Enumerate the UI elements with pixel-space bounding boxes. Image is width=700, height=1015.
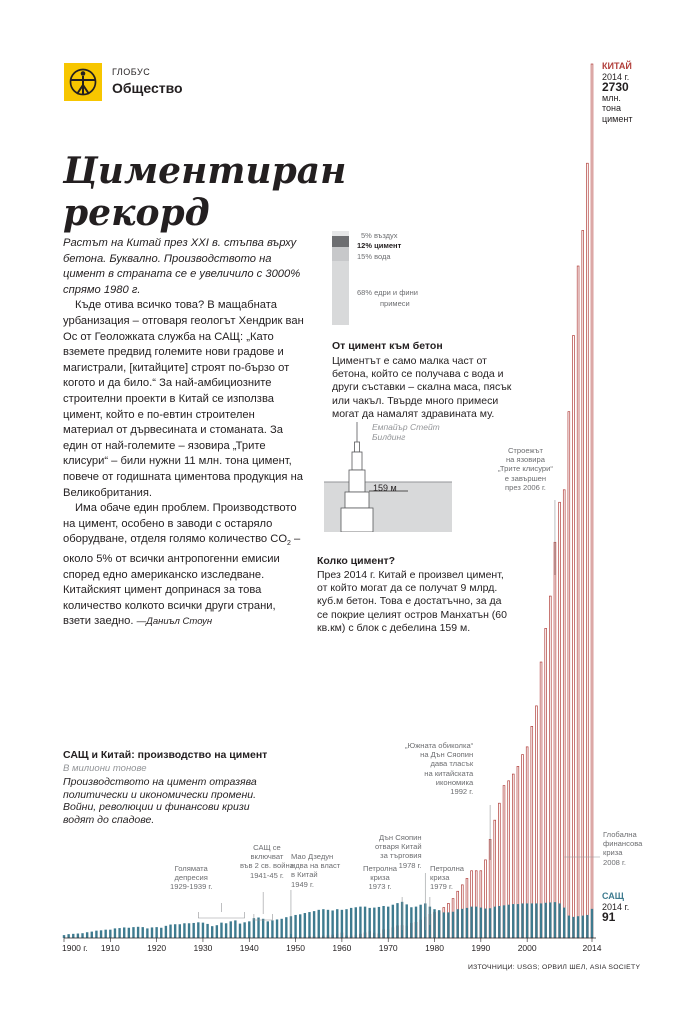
usa-bar-1916	[137, 927, 139, 938]
empire-label-line-2: Билдинг	[372, 432, 406, 442]
usa-label-year: 2014 г.	[602, 901, 630, 912]
usa-bar-1945	[271, 920, 273, 938]
usa-bar-1953	[308, 912, 310, 938]
usa-label-value: 91	[602, 910, 616, 924]
x-tick-label-1950: 1950	[286, 943, 306, 953]
usa-bar-1955	[318, 910, 320, 938]
china-bar-2005	[549, 596, 551, 938]
usa-bar-1965	[364, 907, 366, 938]
usa-bar-1909	[104, 930, 106, 938]
china-label-value: 2730	[602, 80, 629, 94]
usa-bar-2003	[540, 903, 542, 938]
usa-bar-1924	[174, 924, 176, 938]
usa-bar-1948	[285, 917, 287, 938]
usa-bar-1923	[169, 925, 171, 938]
chart-subtitle: В милиони тонове	[63, 763, 147, 774]
usa-bar-1968	[378, 907, 380, 938]
usa-bar-1919	[151, 927, 153, 938]
cement-pct: 12%	[357, 241, 373, 250]
annotation-mao: Мао Дзедун идва на власт в Китай 1949 г.	[291, 852, 341, 889]
x-tick-label-2014: 2014	[582, 943, 602, 953]
concrete-box-title: От цимент към бетон	[332, 340, 443, 352]
usa-bar-1915	[132, 927, 134, 938]
usa-bar-2007	[558, 903, 560, 938]
usa-bar-1938	[239, 924, 241, 938]
china-bar-2006	[554, 542, 556, 938]
usa-bar-1946	[276, 919, 278, 938]
x-tick-label-2000: 2000	[517, 943, 537, 953]
usa-bar-2001	[531, 903, 533, 938]
usa-bar-1912	[118, 928, 120, 938]
usa-bar-1966	[368, 908, 370, 938]
usa-bar-1971	[392, 905, 394, 938]
china-label-year: 2014 г.	[602, 71, 630, 82]
annotation-oil-1979: Петролна криза 1979 г.	[430, 864, 465, 892]
usa-bar-1937	[234, 920, 236, 938]
usa-bar-1925	[179, 924, 181, 938]
annotation-deng-1978: Дън Сяопин отваря Китай за търговия 1978 г.	[375, 833, 422, 870]
usa-bar-1972	[396, 903, 398, 938]
usa-bar-1956	[322, 909, 324, 938]
usa-bar-1936	[230, 921, 232, 938]
usa-bar-1967	[373, 908, 375, 938]
usa-bar-1990	[480, 908, 482, 938]
annotation-financial-crisis-2008: Глобална финансова криза 2008 г.	[603, 830, 643, 867]
usa-bar-2002	[535, 903, 537, 938]
annotation-usa-ww2: САЩ се включват във 2 св. война 1941-45 г.	[240, 843, 294, 880]
usa-label-name: САЩ	[602, 891, 624, 901]
usa-bar-2011	[577, 916, 579, 938]
usa-bar-2000	[526, 903, 528, 938]
usa-bar-1992	[489, 908, 491, 938]
usa-bar-1900	[63, 935, 65, 938]
usa-bar-2005	[549, 902, 551, 938]
china-bar-2013	[586, 163, 588, 938]
usa-bar-1983	[447, 912, 449, 938]
usa-bar-1952	[304, 913, 306, 938]
usa-bar-1942	[257, 918, 259, 938]
article-lead: Растът на Китай през XXI в. стъпва върху бетона. Буквално. Производството на цимент в страната се е увеличило с 3000% спрямо 1980 г.	[63, 237, 301, 296]
usa-bar-1932	[211, 926, 213, 938]
usa-bar-1944	[267, 921, 269, 938]
usa-bar-1977	[419, 905, 421, 938]
usa-bar-1984	[452, 912, 454, 938]
china-label-unit-2: тона	[602, 103, 622, 113]
concrete-box-text: Циментът е само малка част от бетона, който се получава с вода и други съставки – скална маса, пясък или чакъл. Твърде много примеси могат да намалят здравината му.	[332, 355, 512, 420]
empire-height-label: 159 м	[373, 483, 397, 493]
usa-bar-1997	[512, 904, 514, 938]
x-tick-label-1920: 1920	[147, 943, 167, 953]
usa-bar-1911	[114, 928, 116, 938]
usa-bar-1974	[406, 904, 408, 938]
usa-bar-1963	[355, 907, 357, 938]
usa-bar-1934	[220, 923, 222, 938]
category-label: Общество	[112, 80, 183, 96]
usa-bar-1914	[128, 928, 130, 938]
x-tick-label-1960: 1960	[332, 943, 352, 953]
usa-bar-1962	[350, 908, 352, 938]
article-paragraph-2: Къде отива всичко това? В мащабната урбанизация – отговаря геологът Хендрик ван Ос от Геоложката служба на САЩ: „Като вземете предвид големите нови градове и магистрали, [китайците] строят по-бързо от когото и да било.“ За най-амбициозните строителни проекти в Китай се използва цимент, който е по-евтин строителен материал от дървесината и стоманата. За един от най-големите – язовира „Трите клисури“ – били нужни 11 млн. тона цимент, повече от годишната циментова продукция на Великобритания.	[63, 299, 304, 499]
usa-bar-1910	[109, 930, 111, 938]
usa-bar-1903	[77, 934, 79, 938]
x-tick-label-1980: 1980	[425, 943, 444, 953]
usa-bar-1970	[387, 907, 389, 938]
usa-bar-1998	[517, 904, 519, 938]
usa-bar-2010	[572, 917, 574, 938]
usa-bar-1941	[253, 918, 255, 938]
usa-bar-2006	[554, 902, 556, 938]
usa-bar-1960	[341, 910, 343, 938]
chart-title: САЩ и Китай: производство на цимент	[63, 749, 268, 761]
paragraph-3-part-b: – около 5% от всички антропогенни емисии според едно американско изследване. Китайският цимент допринася за това количество колкото всички други страни, взети заедно.	[63, 533, 301, 628]
usa-bar-1980	[433, 909, 435, 938]
usa-bar-1976	[415, 907, 417, 938]
china-bar-2009	[568, 412, 570, 938]
usa-bar-1902	[72, 934, 74, 938]
usa-bar-1940	[248, 921, 250, 938]
annotation-three-gorges-2006: Строежът на язовира „Трите клисури“ е завършен през 2006 г.	[498, 446, 553, 492]
usa-bar-1920	[155, 927, 157, 938]
aggregate-pct: 68%	[357, 288, 373, 297]
usa-bar-2009	[568, 916, 570, 938]
usa-bar-2008	[563, 908, 565, 938]
usa-bar-1987	[466, 908, 468, 938]
paragraph-3-part-a: Има обаче един проблем. Производството на цимент, особено в заводи с остаряло оборудване, отделя голямо количество CO	[63, 502, 297, 546]
leader-depression	[198, 912, 244, 918]
usa-label	[602, 891, 629, 923]
usa-bar-1995	[503, 905, 505, 938]
usa-bar-1901	[67, 934, 69, 938]
china-bar-2011	[577, 266, 579, 938]
annotation-oil-1973: Петролна криза 1973 г.	[363, 864, 398, 892]
title-line-1: Циментиран	[63, 150, 347, 192]
usa-bar-1906	[91, 932, 93, 938]
usa-bar-1931	[206, 924, 208, 938]
china-bar-2008	[563, 490, 565, 938]
usa-bar-1943	[262, 919, 264, 938]
usa-bar-1989	[475, 907, 477, 938]
china-bar-2012	[582, 230, 584, 938]
china-label-name: КИТАЙ	[602, 61, 632, 71]
usa-bar-1961	[345, 909, 347, 938]
usa-bar-1927	[188, 923, 190, 938]
usa-bar-1905	[86, 932, 88, 938]
source-credit: ИЗТОЧНИЦИ: USGS; ОРВИЛ ШЕЛ, ASIA SOCIETY	[468, 964, 641, 971]
chart-description: Производството на цимент отразява политически и икономически промени. Войни, революции и финансови кризи водят до спадове.	[63, 776, 257, 826]
title-line-2: рекорд	[63, 192, 210, 234]
composition-row-aggregate-cont: примеси	[380, 299, 410, 308]
usa-bar-1939	[243, 922, 245, 938]
usa-bar-1921	[160, 928, 162, 938]
aggregate-label: едри и фини	[374, 288, 418, 297]
cement-label: цимент	[374, 241, 402, 250]
usa-bar-1908	[100, 930, 102, 938]
usa-bar-1947	[280, 919, 282, 938]
usa-bar-1958	[331, 910, 333, 938]
china-label	[602, 61, 632, 124]
china-bar-2002	[536, 706, 538, 938]
usa-bar-1926	[183, 923, 185, 938]
usa-bar-1994	[498, 906, 500, 938]
usa-bar-1982	[443, 912, 445, 938]
article-author: —Даниъл Стоун	[136, 616, 213, 628]
china-label-unit-1: млн.	[602, 92, 621, 103]
usa-bar-1951	[299, 914, 301, 938]
air-pct: 5%	[361, 231, 372, 240]
usa-bar-1917	[142, 927, 144, 938]
usa-bar-1957	[327, 910, 329, 938]
usa-bar-2004	[544, 903, 546, 938]
usa-bar-1985	[456, 909, 458, 938]
how-much-title: Колко цимент?	[317, 555, 396, 567]
usa-bar-1907	[95, 931, 97, 938]
china-bar-2003	[540, 662, 542, 938]
x-tick-label-1910: 1910	[100, 943, 120, 953]
annotation-south-tour-1992: „Южната обиколка“ на Дън Сяопин дава тласък на китайската икономика 1992 г.	[405, 741, 474, 797]
china-bar-2007	[559, 502, 561, 938]
usa-bar-1975	[410, 907, 412, 938]
section-label: ГЛОБУС	[112, 67, 151, 77]
usa-bar-2012	[582, 916, 584, 938]
co2-subscript: 2	[287, 540, 291, 548]
x-tick-label-1940: 1940	[239, 943, 259, 953]
usa-bar-1991	[484, 909, 486, 938]
x-tick-label-1970: 1970	[378, 943, 398, 953]
usa-bar-1981	[438, 910, 440, 938]
empire-label-line-1: Емпайър Стейт	[372, 422, 440, 432]
annotation-depression: Голямата депресия 1929-1939 г.	[170, 864, 213, 892]
usa-bar-1928	[192, 923, 194, 938]
usa-bar-1993	[494, 907, 496, 938]
usa-bar-1950	[294, 915, 296, 938]
water-pct: 15%	[357, 252, 373, 261]
china-label-unit-3: цимент	[602, 113, 633, 124]
usa-bar-1922	[165, 926, 167, 938]
x-tick-label-1900: 1900 г.	[62, 943, 88, 953]
china-bar-2014	[591, 64, 593, 938]
usa-bar-1929	[197, 922, 199, 938]
usa-bar-1999	[521, 903, 523, 938]
usa-bar-1959	[336, 909, 338, 938]
china-bar-2010	[573, 335, 575, 938]
usa-bar-1986	[461, 909, 463, 938]
usa-bar-1996	[507, 905, 509, 938]
usa-bar-1954	[313, 911, 315, 938]
x-tick-label-1930: 1930	[193, 943, 213, 953]
usa-bar-1935	[225, 923, 227, 938]
usa-bar-1918	[146, 928, 148, 938]
usa-bar-1988	[470, 907, 472, 938]
usa-bar-1904	[81, 933, 83, 938]
china-bar-2004	[545, 628, 547, 938]
water-label: вода	[374, 252, 391, 261]
usa-bar-1964	[359, 907, 361, 938]
air-label: въздух	[373, 231, 398, 240]
x-tick-label-1990: 1990	[471, 943, 491, 953]
usa-bar-2014	[591, 909, 593, 938]
usa-bar-1969	[382, 906, 384, 938]
how-much-text: През 2014 г. Китай е произвел цимент, от който могат да се получат 9 млрд. куб.м бетон. Това е достатъчно, за да се покрие целият остров Манхатън (60 кв.км) с блок с дебелина 159 м.	[317, 569, 507, 634]
usa-bar-1930	[202, 923, 204, 938]
usa-bar-2013	[586, 915, 588, 938]
usa-bar-1933	[216, 925, 218, 938]
usa-bar-1913	[123, 927, 125, 938]
